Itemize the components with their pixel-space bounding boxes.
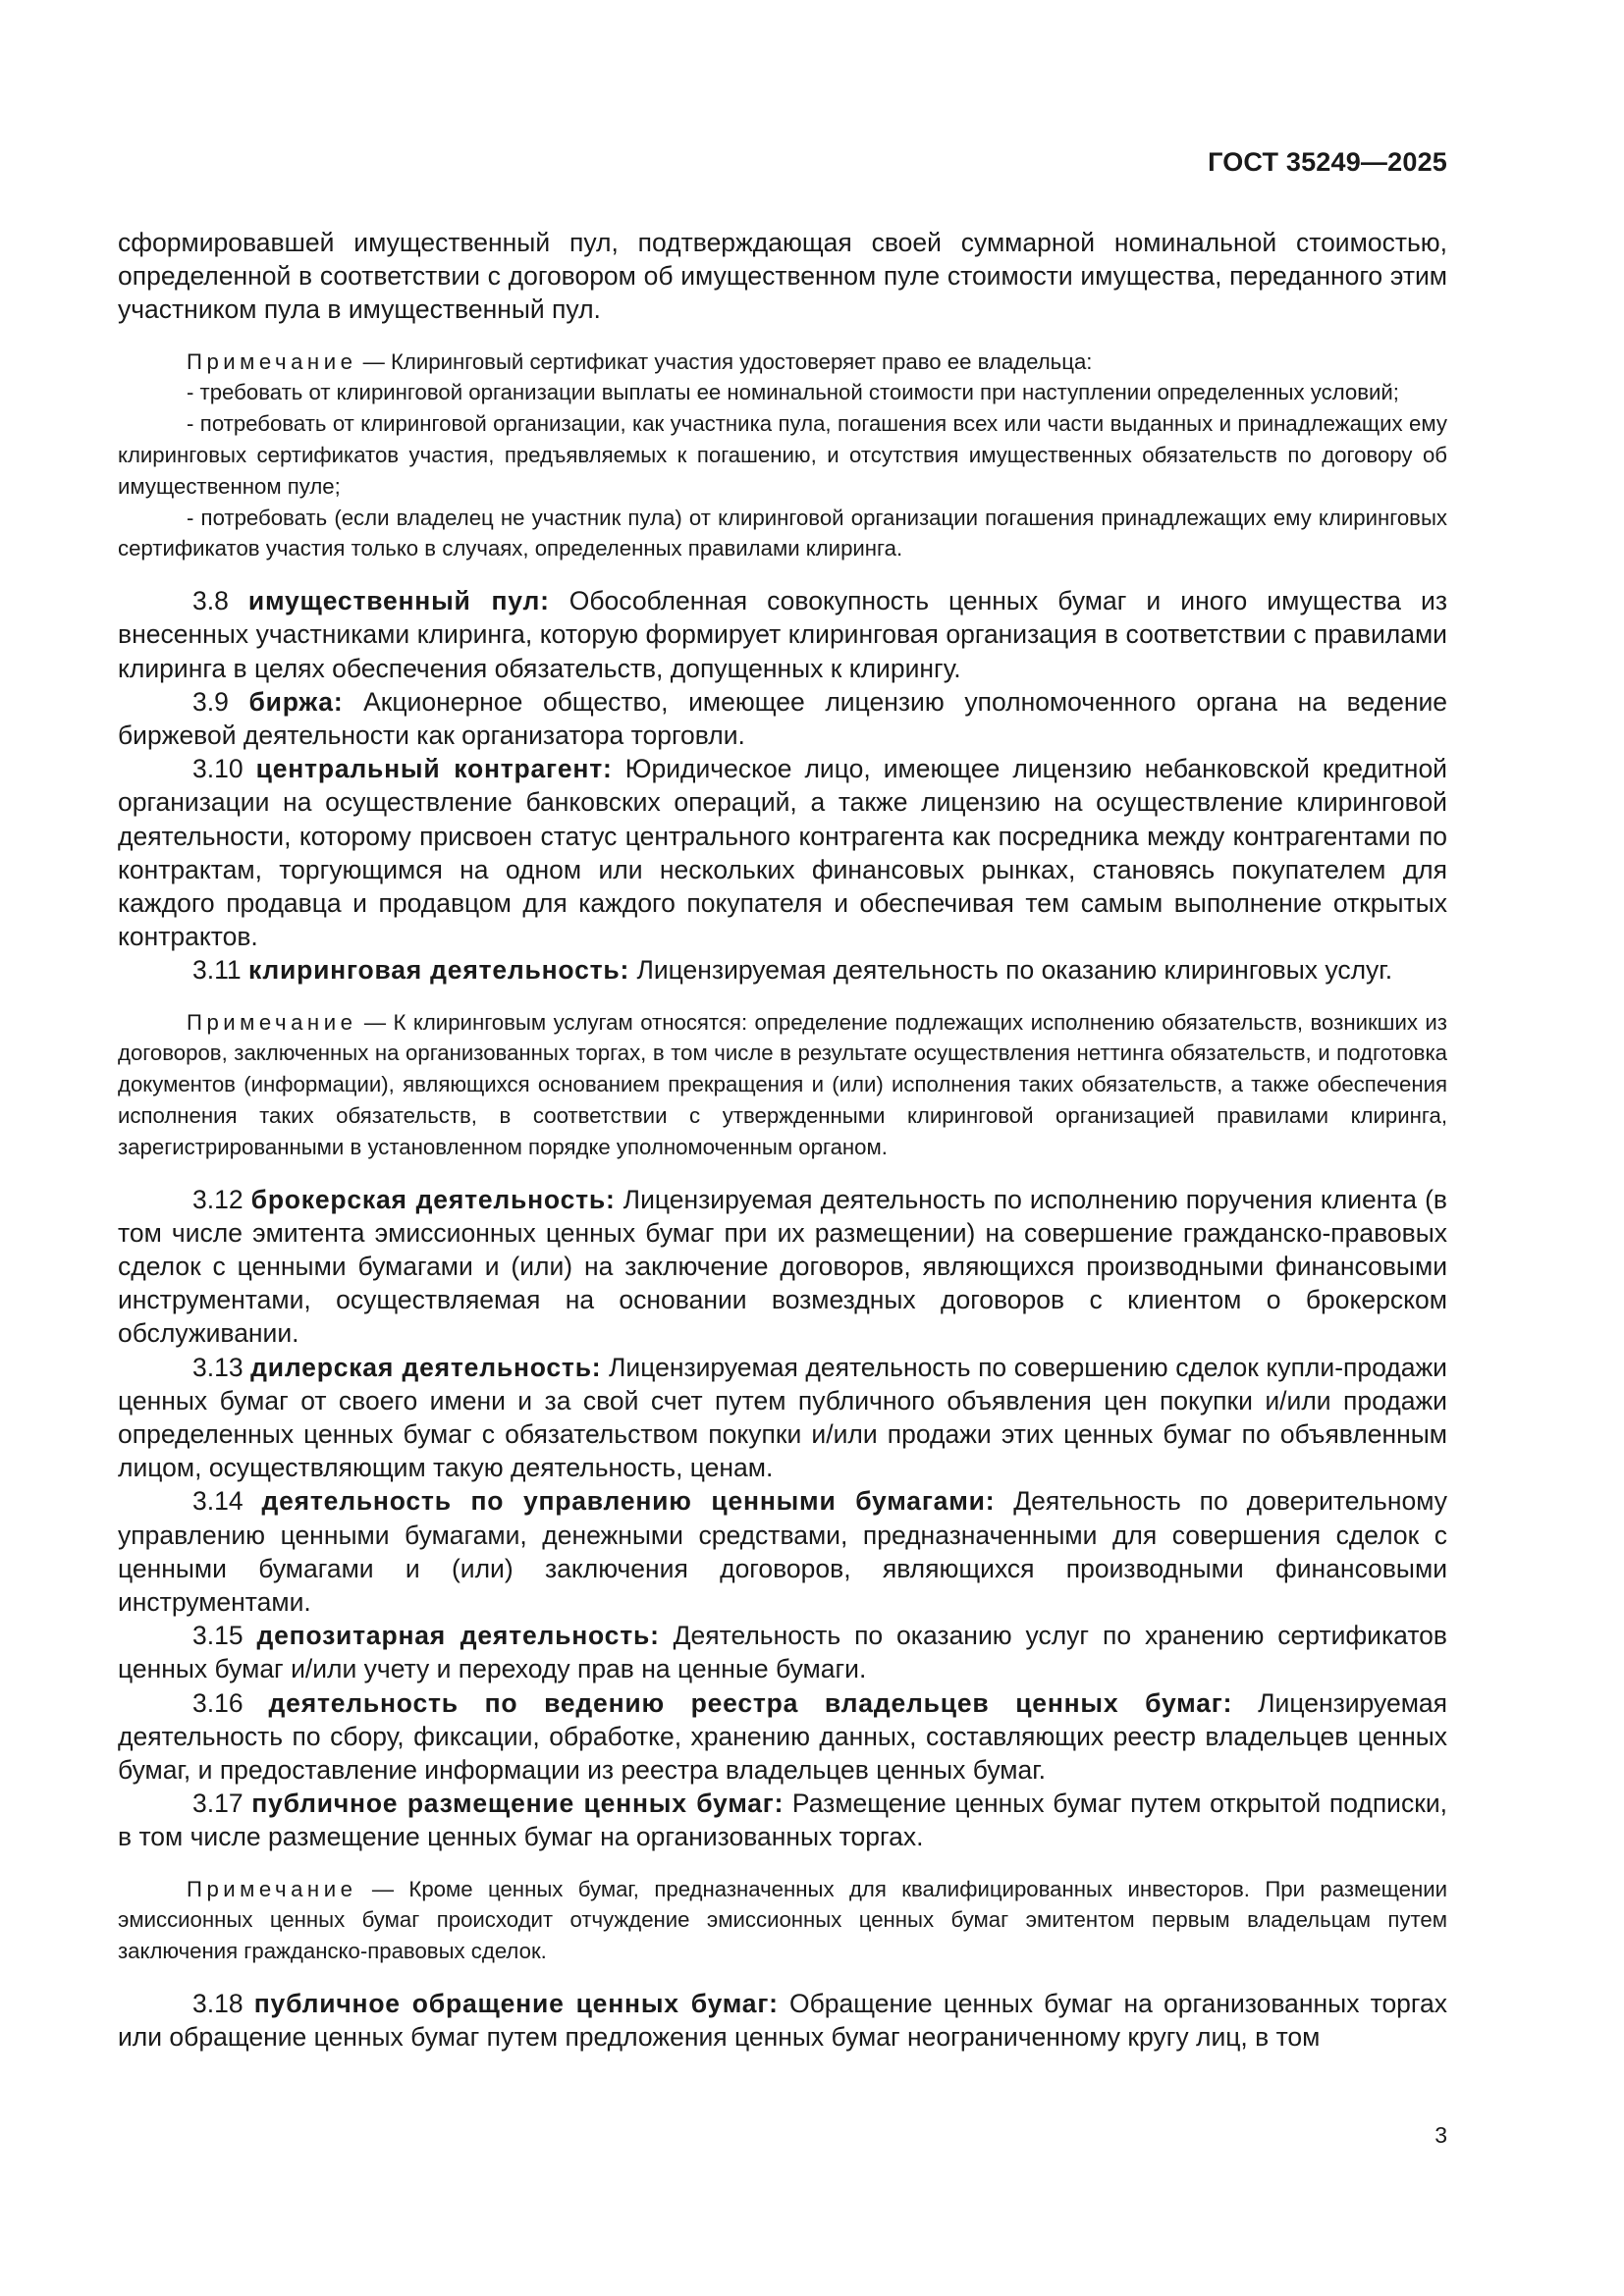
term-definition: Акционерное общество, имеющее лицензию уполномоченного органа на ведение биржевой деятельности как организатора торговли. <box>118 686 1447 750</box>
term-entry-3-18: 3.18 публичное обращение ценных бумаг: Обращение ценных бумаг на организованных торгах или обращение ценных бумаг путем предложения ценных бумаг неограниченному кругу лиц, в том <box>118 1989 1447 2053</box>
term-title: деятельность по управлению ценными бумагами: <box>261 1486 996 1517</box>
note-3-text: Кроме ценных бумаг, предназначенных для квалифицированных инвесторов. При размещении эмиссионных ценных бумаг происходит отчуждение эмиссионных ценных бумаг эмитентом первым владельцам путем заключения гражданско-правовых сделок. <box>118 1876 1447 1964</box>
term-entry-3-10: 3.10 центральный контрагент: Юридическое лицо, имеющее лицензию небанковской кредитной организации на осуществление банковских операций, а также лицензию на осуществление клиринговой деятельности, которому присвоен статус центрального контрагента как посредника между контрагентами по контрактам, торгующимся на одном или нескольких финансовых рынках, становясь покупателем для каждого продавца и продавцом для каждого покупателя и обеспечивая тем самым выполнение открытых контрактов. <box>118 754 1447 952</box>
term-title: публичное обращение ценных бумаг: <box>253 1989 779 2019</box>
term-entry-3-14: 3.14 деятельность по управлению ценными бумагами: Деятельность по доверительному управлению ценными бумагами, денежными средствами, предназначенными для совершения сделок с ценными бумагами и (или) заключения договоров, являющихся производными финансовыми инструментами. <box>118 1486 1447 1618</box>
continuation-paragraph: сформировавшей имущественный пул, подтверждающая своей суммарной номинальной стоимостью, определенной в соответствии с договором об имущественном пуле стоимости имущества, переданного этим участником пула в имущественный пул. <box>118 228 1447 325</box>
note-1-item: - потребовать (если владелец не участник пула) от клиринговой организации погашения принадлежащих ему клиринговых сертификатов участия только в случаях, определенных правилами клиринга. <box>118 505 1447 561</box>
term-title: дилерская деятельность: <box>250 1352 602 1382</box>
note-label: Примечание <box>187 1009 357 1035</box>
term-definition: Обращение ценных бумаг на организованных торгах или обращение ценных бумаг путем предложения ценных бумаг неограниченному кругу лиц, в том <box>118 1989 1447 2053</box>
note-2: Примечание — К клиринговым услугам относятся: определение подлежащих исполнению обязательств, возникших из договоров, заключенных на организованных торгах, в том числе в результате осуществления неттинга обязательств, и подготовка документов (информации), являющихся основанием прекращения и (или) исполнения таких обязательств, а также обеспечения исполнения таких обязательств, в соответствии с утвержденными клиринговой организацией правилами клиринга, зарегистрированными в установленном порядке уполномоченным органом. <box>118 1009 1447 1159</box>
term-definition: Размещение ценных бумаг путем открытой подписки, в том числе размещение ценных бумаг на организованных торгах. <box>118 1789 1447 1852</box>
term-entry-3-13: 3.13 дилерская деятельность: Лицензируемая деятельность по совершению сделок купли-продажи ценных бумаг от своего имени и за свой счет путем публичного объявления цен покупки и/или продажи определенных ценных бумаг с обязательством покупки и/или продажи этих ценных бумаг по объявленным лицом, осуществляющим такую деятельность, ценам. <box>118 1352 1447 1483</box>
terms-group-a <box>118 584 1447 987</box>
term-definition: Обособленная совокупность ценных бумаг и иного имущества из внесенных участниками клиринга, которую формирует клиринговая организация в соответствии с правилами клиринга в целях обеспечения обязательств, допущенных к клирингу. <box>118 586 1447 683</box>
term-title: деятельность по ведению реестра владельцев ценных бумаг: <box>268 1687 1233 1718</box>
note-1-item: - требовать от клиринговой организации выплаты ее номинальной стоимости при наступлении определенных условий; <box>187 380 1399 405</box>
term-title: биржа: <box>248 686 344 717</box>
term-definition: Лицензируемая деятельность по совершению сделок купли-продажи ценных бумаг от своего имени и за свой счет путем публичного объявления цен покупки и/или продажи определенных ценных бумаг с обязательством покупки и/или продажи этих ценных бумаг по объявленным лицом, осуществляющим такую деятельность, ценам. <box>118 1352 1447 1483</box>
document-id: ГОСТ 35249—2025 <box>1208 147 1447 177</box>
term-title: брокерская деятельность: <box>250 1184 616 1214</box>
term-entry-3-15: 3.15 депозитарная деятельность: Деятельность по оказанию услуг по хранению сертификатов ценных бумаг и/или учету и переходу прав на ценные бумаги. <box>118 1621 1447 1684</box>
term-definition: Лицензируемая деятельность по сбору, фиксации, обработке, хранению данных, составляющих реестр владельцев ценных бумаг, и предоставление информации из реестра владельцев ценных бумаг. <box>118 1687 1447 1786</box>
note-2-text: К клиринговым услугам относятся: определение подлежащих исполнению обязательств, возникших из договоров, заключенных на организованных торгах, в том числе в результате осуществления неттинга обязательств, и подготовка документов (информации), являющихся основанием прекращения и (или) исполнения таких обязательств, а также обеспечения исполнения таких обязательств, в соответствии с утвержденными клиринговой организацией правилами клиринга, зарегистрированными в установленном порядке уполномоченным органом. <box>118 1009 1447 1159</box>
term-entry-3-17: 3.17 публичное размещение ценных бумаг: Размещение ценных бумаг путем открытой подписки, в том числе размещение ценных бумаг на организованных торгах. <box>118 1789 1447 1852</box>
term-title: центральный контрагент: <box>255 754 613 784</box>
note-1: Примечание — Клиринговый сертификат участия удостоверяет право ее владельца: - требовать от клиринговой организации выплаты ее номинальной стоимости при наступлении определенных условий; - потребовать от клиринговой организации, как участника пула, погашения всех или части выданных и принадлежащих ему клиринговых сертификатов участия, предъявляемых к погашению, и отсутствия имущественных обязательств по договору об имущественном пуле; - потребовать (если владелец не участник пула) от клиринговой организации погашения принадлежащих ему клиринговых сертификатов участия только в случаях, определенных правилами клиринга. <box>118 347 1447 565</box>
document-header <box>1080 147 1447 178</box>
term-entry-3-8: 3.8 имущественный пул: Обособленная совокупность ценных бумаг и иного имущества из внесенных участниками клиринга, которую формирует клиринговая организация в соответствии с правилами клиринга в целях обеспечения обязательств, допущенных к клирингу. <box>118 586 1447 683</box>
term-definition: Юридическое лицо, имеющее лицензию небанковской кредитной организации на осуществление банковских операций, а также лицензию на осуществление клиринговой деятельности, которому присвоен статус центрального контрагента как посредника между контрагентами по контрактам, торгующимся на одном или нескольких финансовых рынках, становясь покупателем для каждого продавца и продавцом для каждого покупателя и обеспечивая тем самым выполнение открытых контрактов. <box>118 754 1447 952</box>
term-definition: Деятельность по доверительному управлению ценными бумагами, денежными средствами, предназначенными для совершения сделок с ценными бумагами и (или) заключения договоров, являющихся производными финансовыми инструментами. <box>118 1486 1447 1618</box>
term-entry-3-16: 3.16 деятельность по ведению реестра владельцев ценных бумаг: Лицензируемая деятельность по сбору, фиксации, обработке, хранению данных, составляющих реестр владельцев ценных бумаг, и предоставление информации из реестра владельцев ценных бумаг. <box>118 1687 1447 1786</box>
term-definition: Лицензируемая деятельность по оказанию клиринговых услуг. <box>629 955 1393 986</box>
terms-group-c <box>118 1987 1447 2054</box>
note-3: Примечание — Кроме ценных бумаг, предназначенных для квалифицированных инвесторов. При размещении эмиссионных ценных бумаг происходит отчуждение эмиссионных ценных бумаг эмитентом первым владельцам путем заключения гражданско-правовых сделок. <box>118 1876 1447 1964</box>
term-title: депозитарная деятельность: <box>256 1621 660 1651</box>
note-label: Примечание <box>187 348 357 374</box>
term-entry-3-11: 3.11 клиринговая деятельность: Лицензируемая деятельность по оказанию клиринговых услуг. <box>192 955 1393 986</box>
note-label: Примечание <box>187 1876 357 1901</box>
terms-group-b <box>118 1183 1447 1854</box>
term-title: клиринговая деятельность: <box>247 955 630 986</box>
note-1-item: - потребовать от клиринговой организации, как участника пула, погашения всех или части выданных и принадлежащих ему клиринговых сертификатов участия, предъявляемых к погашению, и отсутствия имущественных обязательств по договору об имущественном пуле; <box>118 411 1447 499</box>
note-1-intro: Клиринговый сертификат участия удостоверяет право ее владельца: <box>390 348 1093 374</box>
page-number: 3 <box>1435 2122 1447 2148</box>
term-title: публичное размещение ценных бумаг: <box>251 1789 785 1819</box>
page-content <box>118 226 1447 2054</box>
term-definition: Лицензируемая деятельность по исполнению поручения клиента (в том числе эмитента эмиссионных ценных бумаг при их размещении) на совершение гражданско-правовых сделок с ценными бумагами и (или) на заключение договоров, являющихся производными финансовыми инструментами, осуществляемая на основании возмездных договоров с клиентом о брокерском обслуживании. <box>118 1184 1447 1349</box>
term-entry-3-12: 3.12 брокерская деятельность: Лицензируемая деятельность по исполнению поручения клиента (в том числе эмитента эмиссионных ценных бумаг при их размещении) на совершение гражданско-правовых сделок с ценными бумагами и (или) на заключение договоров, являющихся производными финансовыми инструментами, осуществляемая на основании возмездных договоров с клиентом о брокерском обслуживании. <box>118 1184 1447 1349</box>
term-entry-3-9: 3.9 биржа: Акционерное общество, имеющее лицензию уполномоченного органа на ведение биржевой деятельности как организатора торговли. <box>118 686 1447 750</box>
term-title: имущественный пул: <box>247 586 550 616</box>
term-definition: Деятельность по оказанию услуг по хранению сертификатов ценных бумаг и/или учету и переходу прав на ценные бумаги. <box>118 1621 1447 1684</box>
